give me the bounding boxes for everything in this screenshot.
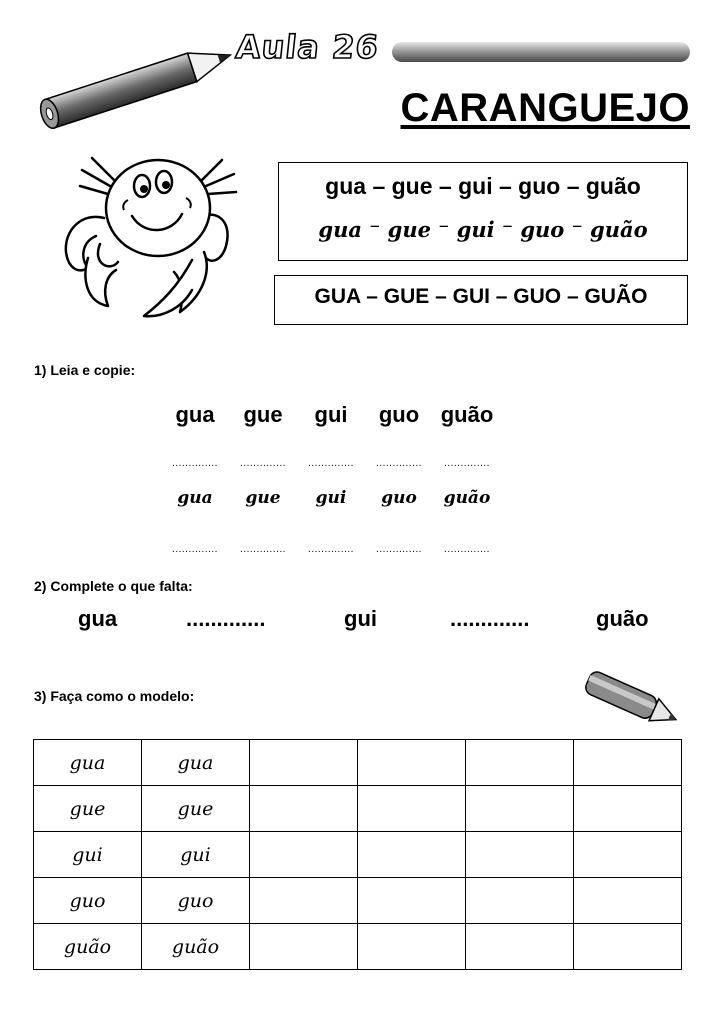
empty-cell bbox=[358, 924, 466, 970]
empty-cell bbox=[574, 924, 682, 970]
complete-blank: ............. bbox=[186, 606, 266, 631]
pencil-icon bbox=[574, 668, 690, 732]
empty-cell bbox=[574, 786, 682, 832]
syllables-print: gua – gue – gui – guo – guão bbox=[325, 173, 641, 199]
exercise-3-title: 3) Faça como o modelo: bbox=[34, 688, 195, 704]
model-cell: guo bbox=[142, 878, 250, 924]
crab-illustration bbox=[52, 140, 262, 340]
empty-cell bbox=[574, 740, 682, 786]
copy-blank: .............. bbox=[172, 458, 218, 469]
empty-cell bbox=[358, 832, 466, 878]
table-row bbox=[34, 832, 682, 878]
empty-cell bbox=[466, 924, 574, 970]
syllable-cursive: gua bbox=[177, 488, 213, 508]
exercise-1-blank-row bbox=[162, 544, 502, 574]
model-cell: guão bbox=[34, 924, 142, 970]
empty-cell bbox=[466, 740, 574, 786]
copy-blank: .............. bbox=[308, 458, 354, 469]
model-cell: gui bbox=[142, 832, 250, 878]
copy-blank: .............. bbox=[376, 544, 422, 555]
empty-cell bbox=[574, 878, 682, 924]
header-bar bbox=[392, 42, 690, 62]
complete-item: gua bbox=[78, 606, 118, 631]
table-row bbox=[34, 878, 682, 924]
page-title: CARANGUEJO bbox=[400, 86, 690, 130]
model-cell: gua bbox=[34, 740, 142, 786]
syllable-print: gua bbox=[175, 402, 215, 427]
exercise-2-row bbox=[60, 606, 700, 640]
model-cell: gue bbox=[34, 786, 142, 832]
model-cell: gua bbox=[142, 740, 250, 786]
exercise-1-print-row bbox=[162, 402, 502, 432]
syllable-print: guão bbox=[440, 402, 494, 427]
syllable-cursive: guão bbox=[443, 488, 491, 508]
exercise-1-cursive-row bbox=[162, 488, 502, 518]
model-cell: guão bbox=[142, 924, 250, 970]
syllables-uppercase-box bbox=[274, 275, 688, 325]
empty-cell bbox=[574, 832, 682, 878]
copy-blank: .............. bbox=[240, 544, 286, 555]
pencil-icon bbox=[30, 30, 245, 130]
syllables-cursive: gua ⁻ gue ⁻ gui ⁻ guo ⁻ guão bbox=[318, 217, 648, 242]
empty-cell bbox=[466, 832, 574, 878]
model-cell: gui bbox=[34, 832, 142, 878]
syllables-lowercase-box bbox=[278, 162, 688, 261]
model-cell: gue bbox=[142, 786, 250, 832]
table-row bbox=[34, 786, 682, 832]
syllable-print: gui bbox=[314, 402, 348, 427]
empty-cell bbox=[250, 786, 358, 832]
syllables-uppercase: GUA – GUE – GUI – GUO – GUÃO bbox=[314, 285, 648, 308]
empty-cell bbox=[250, 740, 358, 786]
table-row bbox=[34, 740, 682, 786]
empty-cell bbox=[358, 786, 466, 832]
lesson-label: Aula 26 bbox=[234, 28, 381, 66]
syllable-cursive: gui bbox=[315, 488, 347, 508]
exercise-3-grid bbox=[33, 739, 682, 970]
exercise-1-blank-row bbox=[162, 458, 502, 488]
complete-item: guão bbox=[596, 606, 649, 631]
empty-cell bbox=[358, 878, 466, 924]
empty-cell bbox=[466, 878, 574, 924]
copy-blank: .............. bbox=[240, 458, 286, 469]
model-cell: guo bbox=[34, 878, 142, 924]
complete-blank: ............. bbox=[450, 606, 530, 631]
copy-blank: .............. bbox=[172, 544, 218, 555]
copy-blank: .............. bbox=[376, 458, 422, 469]
copy-blank: .............. bbox=[444, 458, 490, 469]
empty-cell bbox=[466, 786, 574, 832]
copy-blank: .............. bbox=[308, 544, 354, 555]
table-row bbox=[34, 924, 682, 970]
syllable-cursive: guo bbox=[381, 488, 417, 508]
syllable-cursive: gue bbox=[245, 488, 281, 508]
copy-blank: .............. bbox=[444, 544, 490, 555]
complete-item: gui bbox=[344, 606, 377, 631]
empty-cell bbox=[250, 832, 358, 878]
empty-cell bbox=[358, 740, 466, 786]
exercise-1-title: 1) Leia e copie: bbox=[34, 362, 136, 378]
empty-cell bbox=[250, 878, 358, 924]
empty-cell bbox=[250, 924, 358, 970]
syllable-print: guo bbox=[378, 402, 420, 427]
syllable-print: gue bbox=[243, 402, 283, 427]
exercise-2-title: 2) Complete o que falta: bbox=[34, 578, 193, 594]
